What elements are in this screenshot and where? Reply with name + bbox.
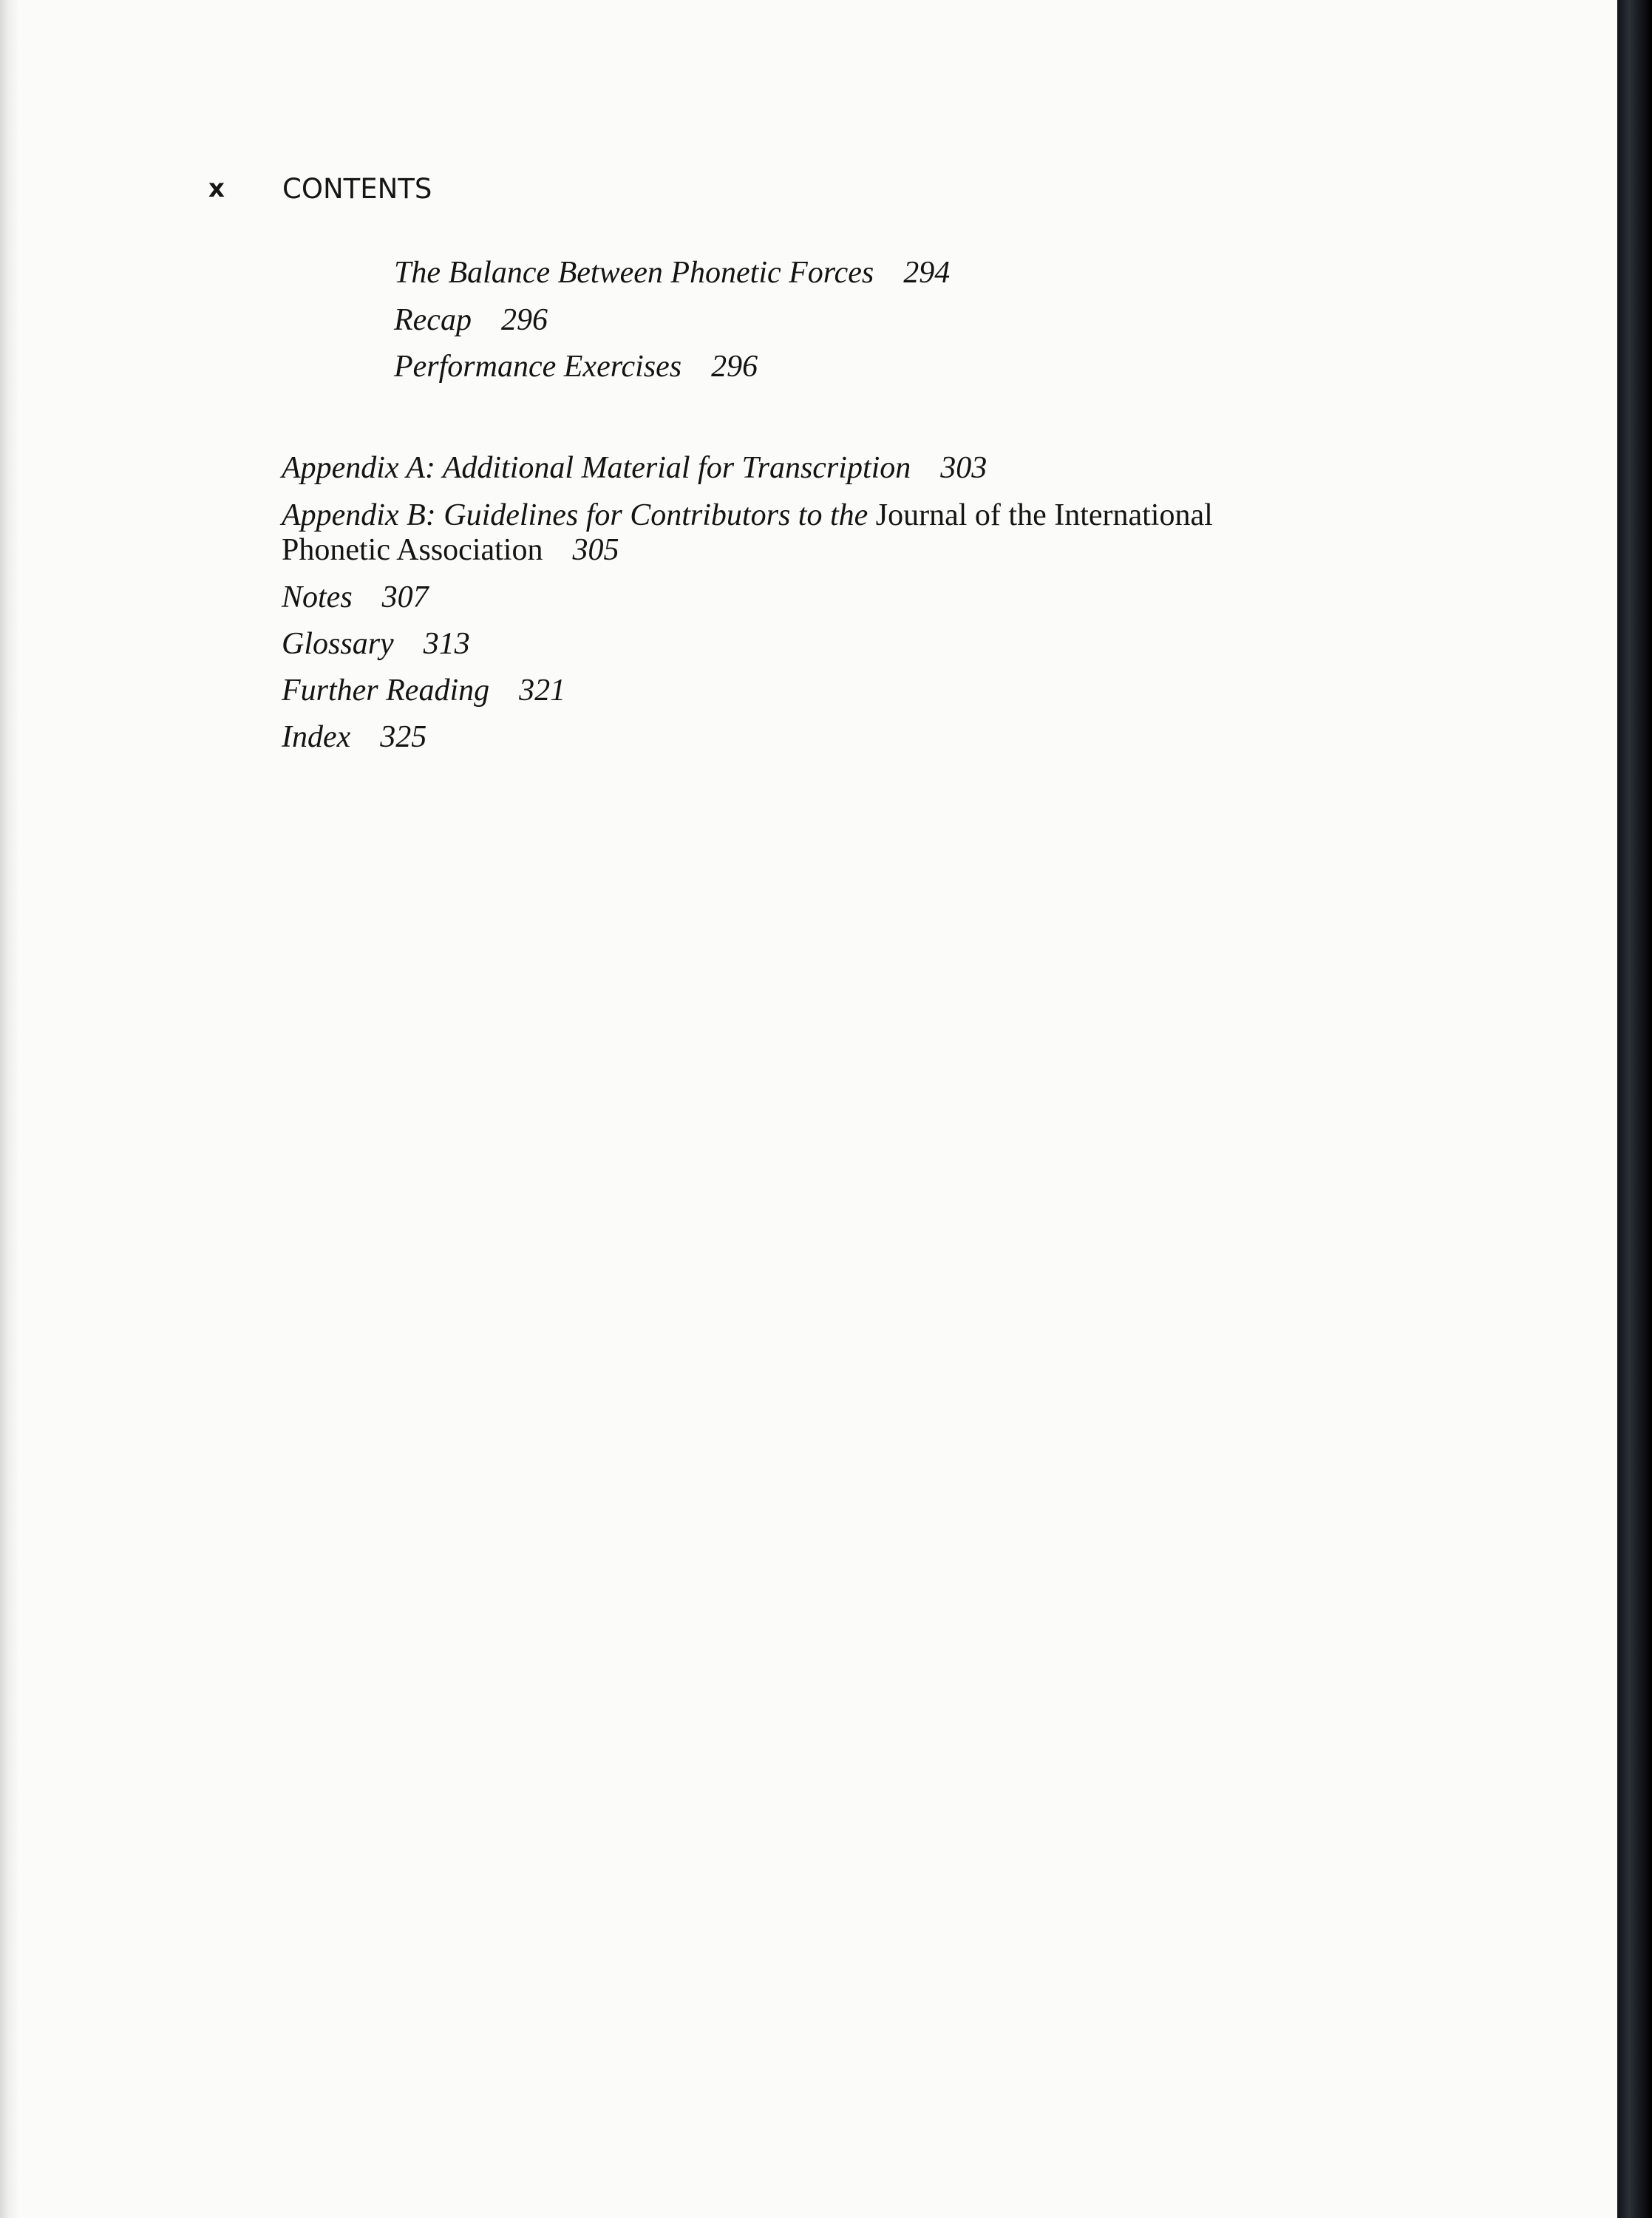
scan-left-edge bbox=[0, 0, 19, 2218]
toc-entry-index bbox=[282, 719, 426, 755]
toc-page-number: 303 bbox=[940, 451, 988, 485]
toc-subentry-recap bbox=[394, 302, 548, 338]
toc-subentry-balance-between-phonetic-forces bbox=[394, 255, 950, 291]
toc-page-number: 296 bbox=[711, 350, 758, 384]
toc-page-number: 325 bbox=[380, 720, 427, 754]
toc-entry-notes bbox=[282, 580, 429, 615]
page-header bbox=[208, 170, 432, 207]
scan-right-border bbox=[1617, 0, 1652, 2218]
toc-entry-title: Performance Exercises bbox=[394, 350, 682, 384]
toc-page-number: 305 bbox=[572, 533, 619, 567]
toc-entry-title: Notes bbox=[282, 580, 353, 614]
toc-entry-title: Further Reading bbox=[282, 674, 490, 708]
toc-subentry-performance-exercises bbox=[394, 349, 758, 384]
toc-entry-further-reading bbox=[282, 673, 565, 708]
toc-entry-title: Appendix A: Additional Material for Transcription bbox=[282, 451, 911, 485]
toc-page-number: 307 bbox=[381, 580, 429, 614]
toc-page-number: 313 bbox=[423, 627, 470, 661]
toc-page-number: 294 bbox=[903, 256, 951, 290]
toc-entry-title-italic: Appendix B: Guidelines for Contributors to the bbox=[282, 498, 869, 532]
toc-entry-title: Recap bbox=[394, 303, 472, 337]
toc-entry-glossary bbox=[282, 626, 470, 662]
toc-entry-appendix-a bbox=[282, 450, 987, 486]
toc-entry-title: Index bbox=[282, 720, 351, 754]
toc-page-number: 296 bbox=[500, 303, 548, 337]
journal-title-second-line: Phonetic Association bbox=[282, 533, 543, 567]
page-number: x bbox=[208, 174, 225, 203]
toc-entry-appendix-b-line-two bbox=[282, 532, 619, 568]
toc-entry-title: Glossary bbox=[282, 627, 394, 661]
toc-entry-appendix-b-line-one bbox=[282, 498, 1213, 533]
toc-page-number: 321 bbox=[519, 674, 566, 708]
toc-entry-title: The Balance Between Phonetic Forces bbox=[394, 256, 874, 290]
journal-title-first-line: Journal of the International bbox=[875, 498, 1213, 532]
contents-heading: CONTENTS bbox=[282, 172, 432, 205]
